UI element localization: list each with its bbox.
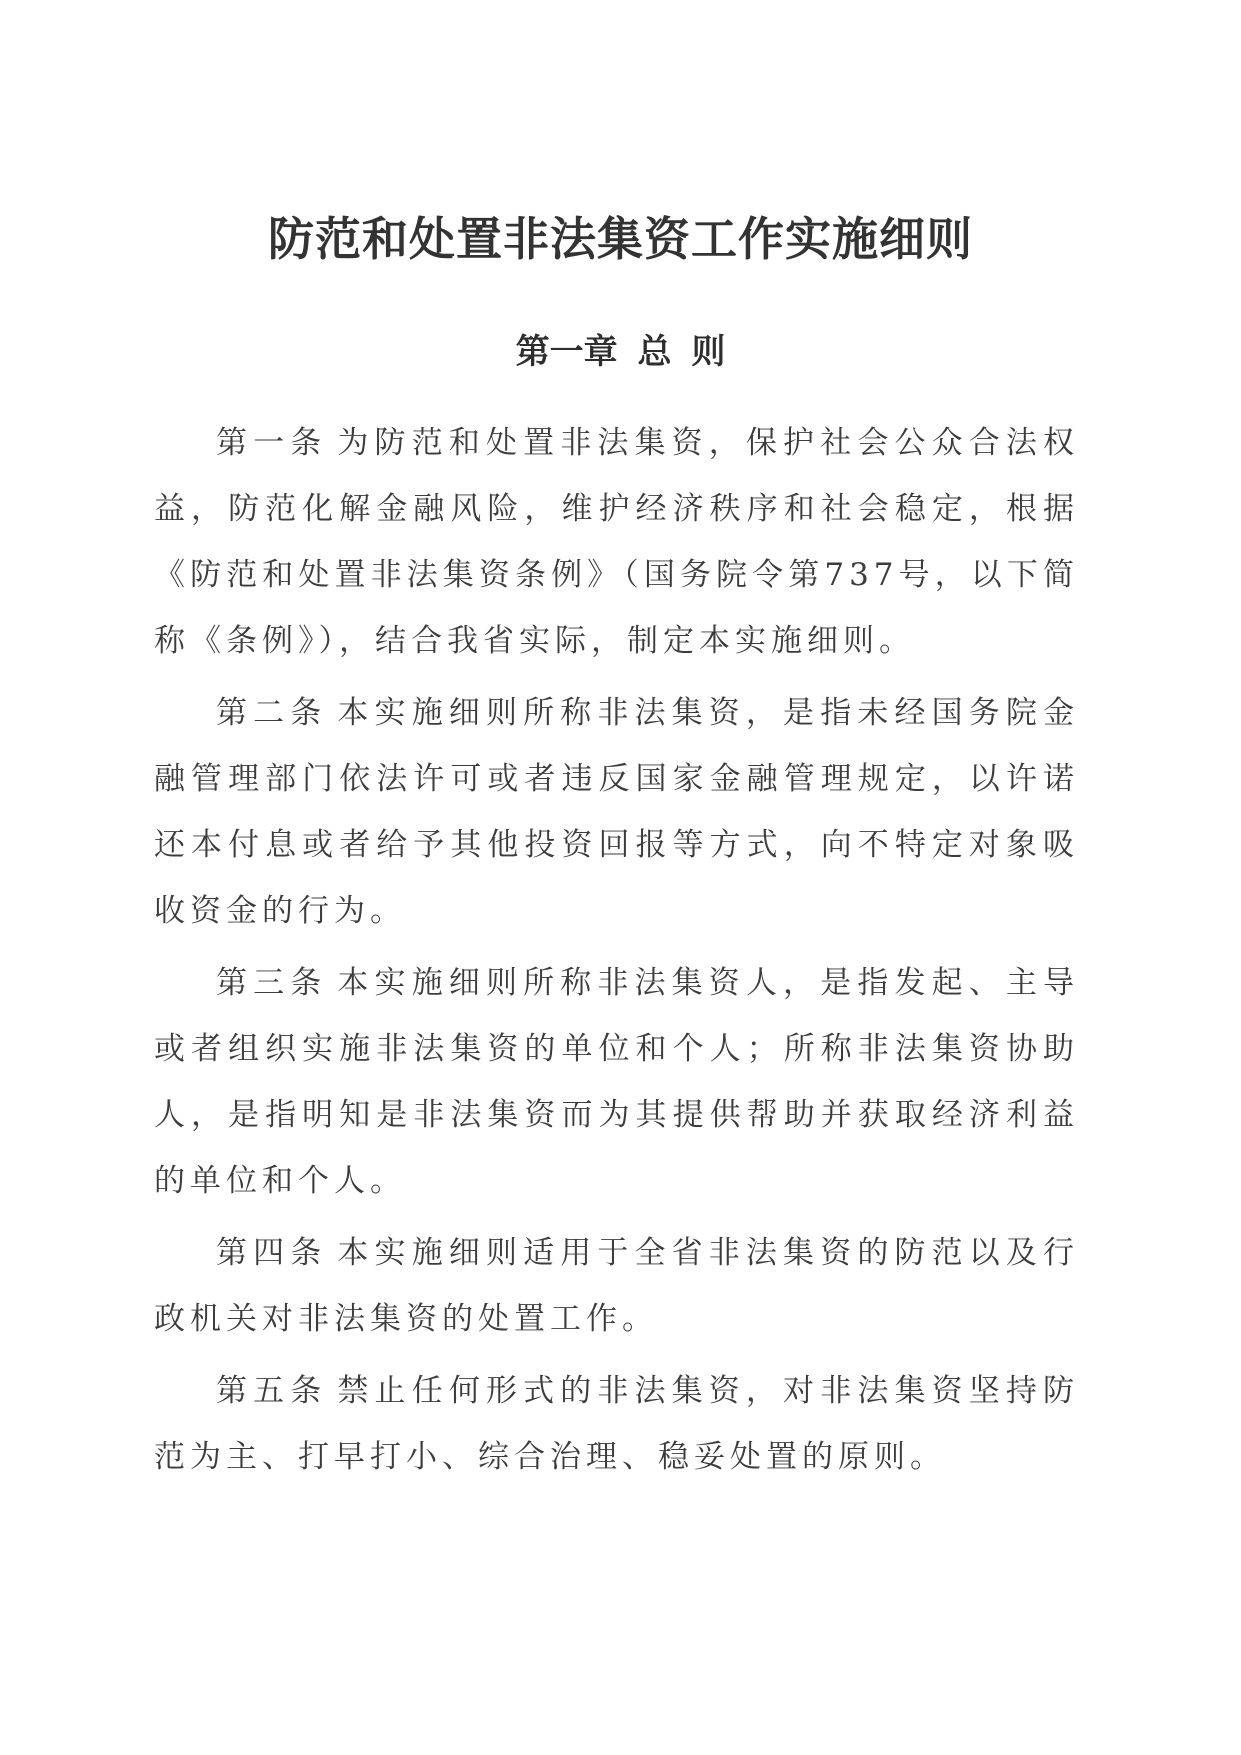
article-text: 本实施细则所称非法集资，是指未经国务院金融管理部门依法许可或者违反国家金融管理规定，以许诺还本付息或者给予其他投资回报等方式，向不特定对象吸收资金的行为。 xyxy=(154,695,1080,929)
article-text: 本实施细则所称非法集资人，是指发起、主导或者组织实施非法集资的单位和个人；所称非法集资协助人，是指明知是非法集资而为其提供帮助并获取经济利益的单位和个人。 xyxy=(154,965,1080,1199)
article-number: 第一条 xyxy=(216,425,328,461)
document-title: 防范和处置非法集资工作实施细则 xyxy=(268,212,973,266)
article-number: 第二条 xyxy=(216,695,328,731)
article-text: 本实施细则适用于全省非法集资的防范以及行政机关对非法集资的处置工作。 xyxy=(154,1235,1080,1337)
article-1 xyxy=(154,410,1079,674)
article-2 xyxy=(154,680,1079,944)
article-text: 禁止任何形式的非法集资，对非法集资坚持防范为主、打早打小、综合治理、稳妥处置的原则。 xyxy=(154,1373,1080,1475)
article-number: 第四条 xyxy=(216,1235,328,1271)
document-body xyxy=(154,410,1079,1496)
article-5 xyxy=(154,1358,1079,1490)
article-number: 第五条 xyxy=(216,1373,328,1409)
article-text: 为防范和处置非法集资，保护社会公众合法权益，防范化解金融风险，维护经济秩序和社会稳定，根据《防范和处置非法集资条例》（国务院令第737号，以下简称《条例》），结合我省实际，制定本实施细则。 xyxy=(154,425,1080,659)
article-4 xyxy=(154,1220,1079,1352)
article-number: 第三条 xyxy=(216,965,328,1001)
chapter-heading: 第一章 总 则 xyxy=(515,332,726,372)
article-3 xyxy=(154,950,1079,1214)
